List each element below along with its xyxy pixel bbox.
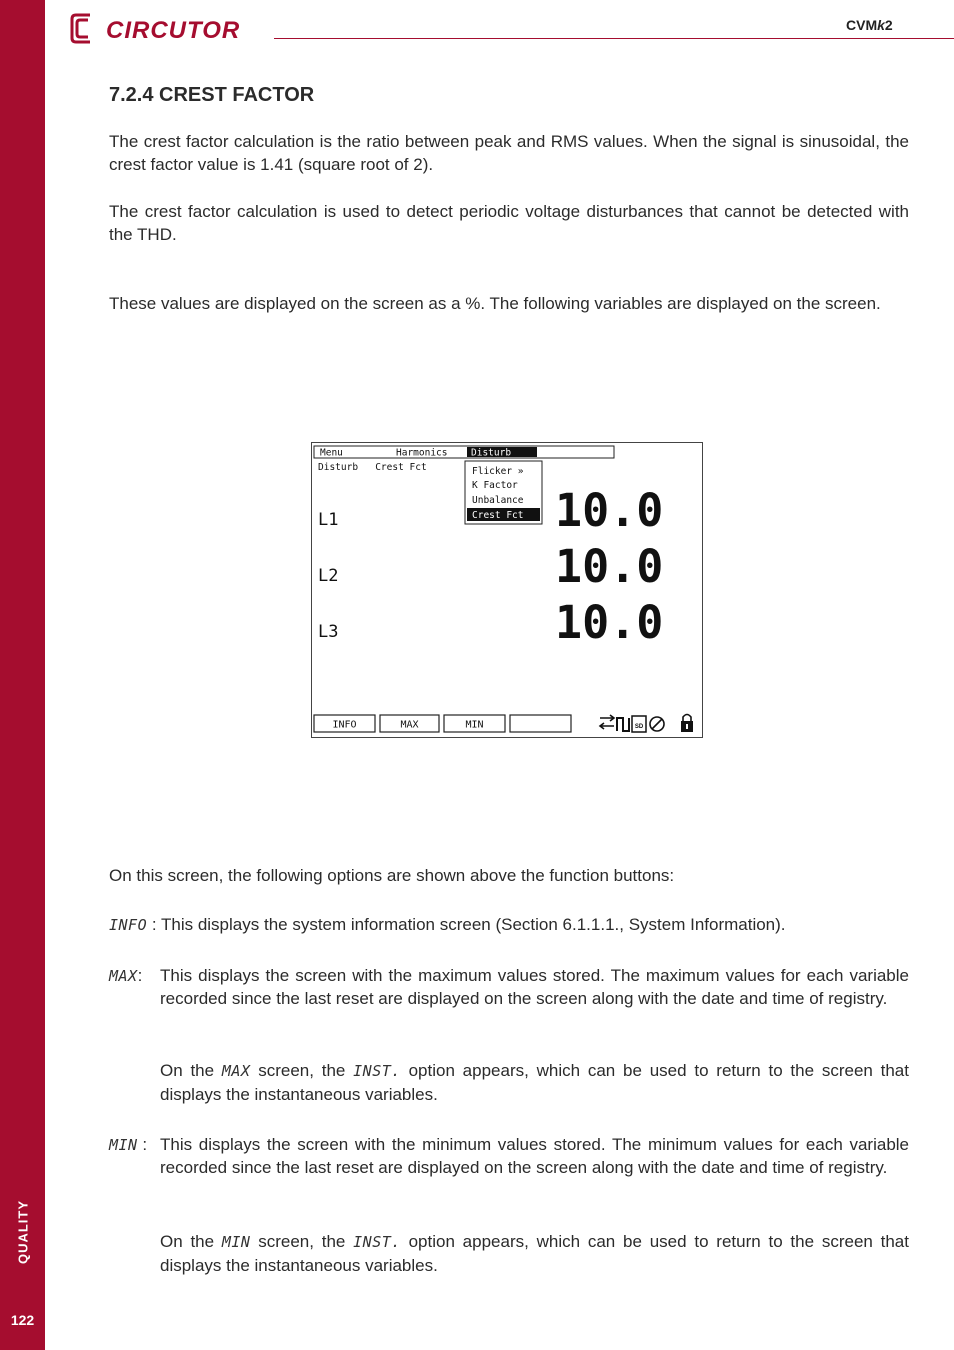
inst-term: INST. — [353, 1233, 401, 1251]
inst-term: INST. — [353, 1062, 401, 1080]
lcd-tab-disturb: Disturb — [471, 447, 512, 459]
side-bar — [0, 0, 45, 1350]
option-info — [109, 913, 909, 937]
option-max-note: On the MAX screen, the INST. option appears, which can be used to return to the screen that displays the instantaneous variables. — [160, 1061, 909, 1104]
device-screen — [311, 442, 703, 738]
waveform-icon — [617, 718, 629, 731]
info-description: : This displays the system information screen (Section 6.1.1.1., System Information). — [147, 915, 786, 934]
paragraph-crest-definition: The crest factor calculation is the ratio between peak and RMS values. When the signal is sinusoidal, the crest factor value is 1.41 (square root of 2). — [109, 132, 909, 174]
lcd-breadcrumb: Disturb Crest Fct — [318, 462, 427, 473]
option-min-label: MIN : — [109, 1135, 148, 1154]
section-title: 7.2.4 CREST FACTOR — [109, 84, 315, 106]
option-max-description: This displays the screen with the maximum values stored. The maximum values for each variable recorded since the last reset are displayed on the screen along with the date and time of registry. — [160, 966, 909, 1008]
option-min-description: This displays the screen with the minimum values stored. The minimum values for each variable recorded since the last reset are displayed on the screen along with the date and time of registry. — [160, 1135, 909, 1177]
comms-arrows-icon — [600, 715, 614, 729]
lcd-label-l3: L3 — [318, 622, 339, 642]
lcd-menu-crest-fct: Crest Fct — [472, 510, 524, 521]
lcd-menu-flicker: Flicker » — [472, 466, 524, 477]
lcd-button-info: INFO — [332, 719, 357, 731]
meter-icon — [650, 717, 664, 731]
lcd-button-min: MIN — [465, 719, 484, 731]
paragraph-crest-usage: The crest factor calculation is used to detect periodic voltage disturbances that cannot be detected with the THD. — [109, 202, 909, 244]
sd-card-icon — [632, 716, 646, 732]
max-term: MAX — [109, 967, 138, 985]
document-model: CVMk2 — [846, 17, 893, 33]
lcd-button-max: MAX — [400, 719, 419, 731]
section-tab-label: QUALITY — [15, 1199, 31, 1265]
lcd-value-l2: 10.0 — [555, 540, 664, 593]
min-note-term: MIN — [221, 1233, 251, 1251]
lcd-value-l1: 10.0 — [555, 484, 664, 537]
lcd-button-empty — [510, 715, 571, 732]
lcd-menu-unbalance: Unbalance — [472, 495, 524, 506]
info-term: INFO — [109, 916, 148, 934]
lcd-label-l2: L2 — [318, 566, 339, 586]
page-number: 122 — [10, 1312, 35, 1328]
lcd-tab-menu: Menu — [320, 447, 343, 459]
svg-text:CIRCUTOR: CIRCUTOR — [106, 17, 241, 44]
lcd-menu-k-factor: K Factor — [472, 480, 518, 491]
device-screen-drawing — [312, 443, 702, 737]
lcd-tab-harmonics: Harmonics — [396, 447, 448, 459]
lcd-label-l1: L1 — [318, 510, 339, 530]
paragraph-display-units: These values are displayed on the screen as a %. The following variables are displayed on the screen. — [109, 294, 881, 313]
header-rule — [274, 38, 954, 39]
min-term: MIN — [109, 1136, 138, 1154]
svg-text:SD: SD — [634, 724, 644, 730]
lock-icon — [681, 715, 693, 733]
lcd-value-l3: 10.0 — [555, 596, 664, 649]
max-note-term: MAX — [221, 1062, 251, 1080]
option-max-label: MAX: — [109, 966, 143, 985]
circutor-logo — [70, 11, 250, 47]
options-intro: On this screen, the following options are shown above the function buttons: — [109, 866, 675, 885]
option-min-note: On the MIN screen, the INST. option appears, which can be used to return to the screen that displays the instantaneous variables. — [160, 1232, 909, 1275]
